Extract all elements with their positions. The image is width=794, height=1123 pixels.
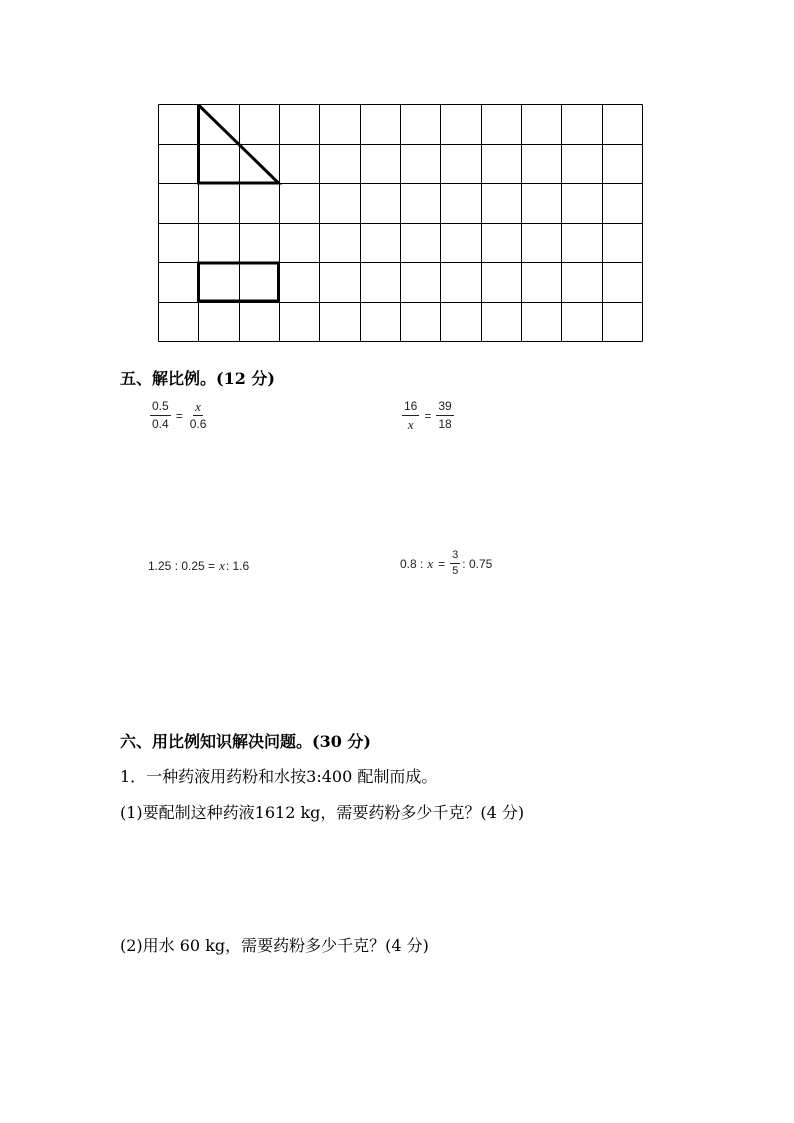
equation-4	[400, 550, 492, 577]
equation-1	[148, 400, 210, 431]
equation-2-right-numerator: 39	[436, 400, 453, 416]
equation-4-denominator: 5	[452, 565, 459, 577]
grid-lines	[159, 105, 643, 342]
equation-2-left-denominator: x	[407, 417, 414, 432]
equation-2-left-numerator: 16	[402, 400, 419, 416]
question-1-part-2: (2)用水 60 kg，需要药粉多少千克？(4 分)	[120, 936, 429, 955]
equation-2-right-fraction	[436, 400, 453, 431]
equation-4-left: 0.8 :	[400, 556, 424, 571]
equation-1-right-fraction	[188, 400, 209, 431]
question-1-part-1: (1)要配制这种药液1612 kg，需要药粉多少千克？(4 分)	[120, 803, 525, 822]
equation-1-left-fraction	[150, 400, 171, 431]
section5-title: 五、解比例。(12 分)	[120, 369, 275, 388]
equation-1-left-denominator: 0.4	[152, 417, 169, 431]
rectangle-shape	[199, 263, 279, 301]
equation-4-numerator: 3	[450, 550, 460, 564]
equation-2	[400, 400, 456, 431]
section6-title: 六、用比例知识解决问题。(30 分)	[120, 732, 371, 751]
equation-3-left: 1.25 : 0.25 =	[148, 559, 216, 573]
equation-2-equals: =	[424, 408, 432, 423]
equation-4-variable: x	[427, 555, 434, 571]
equation-1-equals: =	[175, 408, 183, 423]
question-1-intro: 1．一种药液用药粉和水按3:400 配制而成。	[120, 767, 438, 786]
equation-1-left-numerator: 0.5	[150, 400, 171, 416]
equation-4-equals: =	[438, 556, 446, 571]
equation-4-right: : 0.75	[462, 556, 493, 571]
equation-3-variable: x	[219, 558, 225, 573]
equation-1-right-numerator: x	[195, 399, 201, 414]
equation-2-left-fraction	[402, 400, 419, 431]
equation-2-right-denominator: 18	[438, 417, 452, 431]
equation-3-right: : 1.6	[225, 559, 250, 573]
grid-figure	[158, 104, 644, 344]
equation-4-fraction	[450, 550, 460, 577]
equation-1-right-denominator: 0.6	[189, 417, 207, 431]
equation-3	[148, 558, 249, 574]
